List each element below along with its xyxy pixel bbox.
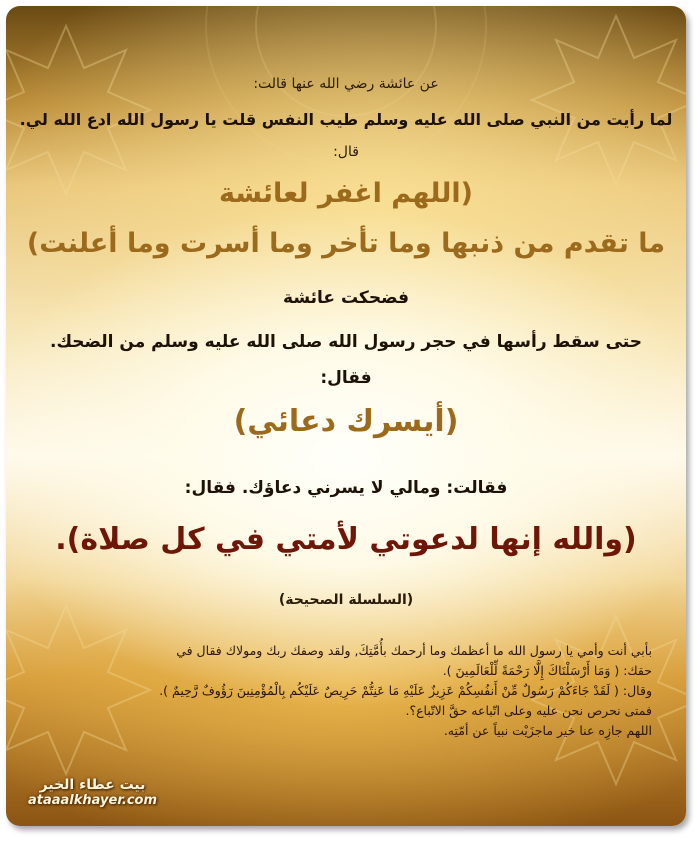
intro-text: عن عائشة رضي الله عنها قالت:: [253, 76, 439, 92]
site-logo: [28, 777, 157, 808]
hadith-card: [6, 6, 686, 826]
reply-text: فقالت: ومالي لا يسرني دعاؤك. فقال:: [184, 478, 508, 498]
commentary-line-2: حقك: ( وَمَا أَرْسَلْنَاكَ إِلَّا رَحْمَةً لِّلْعَالَمِينَ ).: [442, 663, 652, 678]
qal-text-2: فقال:: [320, 368, 372, 388]
commentary-line-1: بأبي أنت وأمي يا رسول الله ما أعظمك وما أرحمك بأُمَّتِكَ, ولقد وصفك ربك ومولاك فقال في: [176, 643, 652, 658]
request-text: لما رأيت من النبي صلى الله عليه وسلم طيب النفس قلت يا رسول الله ادع الله لي.: [19, 110, 673, 129]
dua-line-1: (اللهم اغفر لعائشة: [219, 178, 473, 209]
commentary-line-3: وقال: ( لَقَدْ جَاءَكُمْ رَسُولٌ مِّنْ أَنفُسِكُمْ عَزِيزٌ عَلَيْهِ مَا عَنِتُّمْ حَرِيصٌ عَلَيْكُم بِالْمُؤْمِنِينَ رَؤُوفٌ رَّحِيمٌ ).: [159, 683, 652, 698]
commentary-line-4: فمتى نحرص نحن عليه وعلى اتّباعه حقَّ الاتّباع؟.: [405, 703, 652, 718]
commentary-line-5: اللهم جازِه عنا خير ماجزَيْت نبياً عن أمّتِه.: [443, 723, 652, 738]
question-text: (أيسرك دعائي): [233, 404, 459, 439]
qal-text: قال:: [333, 144, 359, 160]
logo-url-text: ataaalkhayer.com: [28, 793, 158, 808]
source-text: (السلسلة الصحيحة): [278, 592, 414, 608]
fell-text: حتى سقط رأسها في حجر رسول الله صلى الله عليه وسلم من الضحك.: [50, 332, 642, 352]
laughed-text: فضحكت عائشة: [283, 288, 409, 308]
logo-arabic-text: بيت عطاء الخير: [39, 777, 146, 793]
dua-line-2: ما تقدم من ذنبها وما تأخر وما أسرت وما أعلنت): [26, 228, 666, 259]
oath-text: (والله إنها لدعوتي لأمتي في كل صلاة).: [55, 522, 637, 557]
